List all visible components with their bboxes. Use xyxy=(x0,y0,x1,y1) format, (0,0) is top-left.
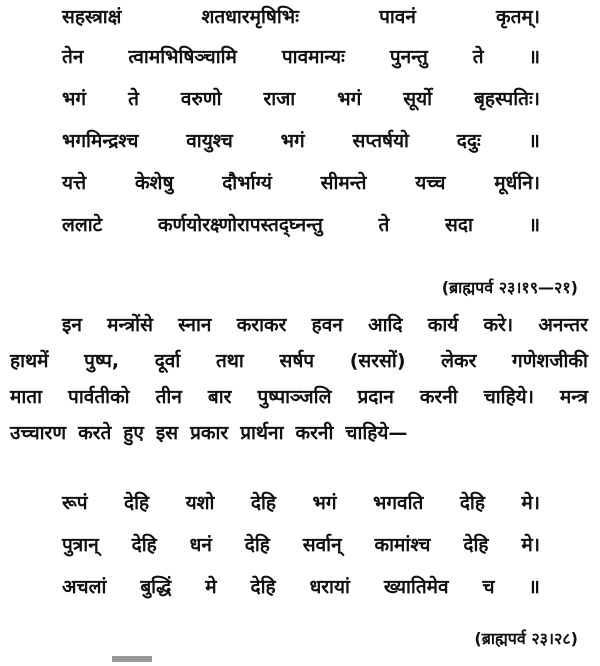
word: मन्त्र xyxy=(559,386,588,408)
word: पुष्प, xyxy=(84,350,120,372)
word: यशो xyxy=(185,492,215,514)
word: (सरसों) xyxy=(349,350,406,372)
word: केशेषु xyxy=(134,172,174,194)
word: सीमन्ते xyxy=(320,172,367,194)
word: गणेशजीकी xyxy=(512,350,588,372)
word: मन्त्रोंसे xyxy=(107,314,153,336)
word: इस xyxy=(155,422,179,444)
word: देहि xyxy=(131,534,157,556)
word: त्वामभिषिञ्चामि xyxy=(128,46,237,68)
word: वायुश्च xyxy=(186,130,233,152)
word: सदा xyxy=(445,214,473,236)
word: सहस्त्राक्षं xyxy=(62,6,122,28)
word: भगं xyxy=(337,88,362,110)
word: ॥ xyxy=(528,576,540,598)
word: ॥ xyxy=(528,214,540,236)
word: तीन xyxy=(155,386,182,408)
word: करनी xyxy=(295,422,334,444)
word: देहि xyxy=(463,534,489,556)
word: चाहिये— xyxy=(345,422,408,444)
word: वरुणो xyxy=(180,88,222,110)
word: पार्वतीको xyxy=(68,386,130,408)
word: आदि xyxy=(368,314,403,336)
word: यत्ते xyxy=(62,172,87,194)
verse-line xyxy=(62,490,540,516)
word: धनं xyxy=(189,534,212,556)
word: मे xyxy=(205,576,217,598)
word: राजा xyxy=(263,88,296,110)
word: पावमान्यः xyxy=(281,46,345,68)
word: इन xyxy=(62,314,82,336)
verse-line xyxy=(62,532,540,558)
word: भगं xyxy=(62,88,87,110)
word: प्रकार xyxy=(190,422,229,444)
word: कार्य xyxy=(427,314,459,336)
word: माता xyxy=(10,386,43,408)
verse-line xyxy=(62,86,540,112)
word: कृतम्। xyxy=(495,6,540,28)
prose-line xyxy=(10,420,588,446)
word: ॥ xyxy=(528,46,540,68)
word: देहि xyxy=(244,534,270,556)
word: तथा xyxy=(215,350,244,372)
word: सूर्यो xyxy=(403,88,433,110)
word: पुष्पाञ्जलि xyxy=(257,386,332,408)
word: हुए xyxy=(123,422,144,444)
word: देहि xyxy=(124,492,150,514)
word: दौर्भाग्यं xyxy=(222,172,272,194)
prose-line xyxy=(10,384,588,410)
word: भगं xyxy=(312,492,337,514)
word: करनी xyxy=(419,386,458,408)
word: अचलां xyxy=(62,576,107,598)
word: हवन xyxy=(311,314,343,336)
word: देहि xyxy=(250,492,277,514)
word: लेकर xyxy=(441,350,477,372)
word: रूपं xyxy=(62,492,88,514)
word: करे। xyxy=(483,314,514,336)
word: शतधारमृषिभिः xyxy=(201,6,299,28)
verse-line xyxy=(62,44,540,70)
word: भगं xyxy=(280,130,305,152)
word: च xyxy=(482,576,495,598)
word: सप्तर्षयो xyxy=(352,130,409,152)
word: उच्चारण xyxy=(10,422,67,444)
word: सर्षप xyxy=(279,350,315,372)
word: भगमिन्द्रश्च xyxy=(62,130,139,152)
word: प्रार्थना xyxy=(240,422,284,444)
word: ददुः xyxy=(456,130,481,152)
word: तेन xyxy=(62,46,84,68)
word: ते xyxy=(472,46,484,68)
word: अनन्तर xyxy=(538,314,588,336)
word: सर्वान् xyxy=(302,534,342,556)
word: ते xyxy=(128,88,139,110)
verse-line xyxy=(62,4,540,30)
word: देहि xyxy=(250,576,276,598)
word: मे। xyxy=(521,492,540,514)
verse-line xyxy=(62,170,540,196)
word: स्नान xyxy=(178,314,212,336)
word: मे। xyxy=(521,534,540,556)
word: कराकर xyxy=(236,314,287,336)
word: करते xyxy=(78,422,112,444)
word: ख्यातिमेव xyxy=(383,576,449,598)
verse-line xyxy=(62,574,540,600)
word: भगवति xyxy=(372,492,424,514)
word: मूर्धनि। xyxy=(494,172,540,194)
verse-line xyxy=(62,128,540,154)
word: बुद्धिं xyxy=(140,576,172,598)
word: धरायां xyxy=(309,576,350,598)
word: पुत्रान् xyxy=(62,534,99,556)
word: चाहिये। xyxy=(483,386,534,408)
prose-line xyxy=(10,348,588,374)
word: प्रदान xyxy=(357,386,394,408)
word: ललाटे xyxy=(62,214,103,236)
word: यच्च xyxy=(415,172,446,194)
word: कर्णयोरक्ष्णोरापस्तद्घ्नन्तु xyxy=(157,214,323,236)
word: कामांश्च xyxy=(374,534,431,556)
word: ते xyxy=(378,214,390,236)
cut-off-text-fragment xyxy=(112,656,152,662)
verse-line xyxy=(62,212,540,238)
word: दूर्वा xyxy=(154,350,181,372)
word: हाथमें xyxy=(10,350,49,372)
word: देहि xyxy=(459,492,485,514)
word: पुनन्तु xyxy=(389,46,428,68)
word: बृहस्पतिः। xyxy=(474,88,540,110)
citation-1: (ब्राह्मपर्व २३।१९—२१) xyxy=(441,278,578,297)
citation-2: (ब्राह्मपर्व २३।२८) xyxy=(474,629,578,648)
word: बार xyxy=(207,386,232,408)
word: पावनं xyxy=(379,6,416,28)
prose-line xyxy=(62,312,588,338)
word: ॥ xyxy=(528,130,540,152)
